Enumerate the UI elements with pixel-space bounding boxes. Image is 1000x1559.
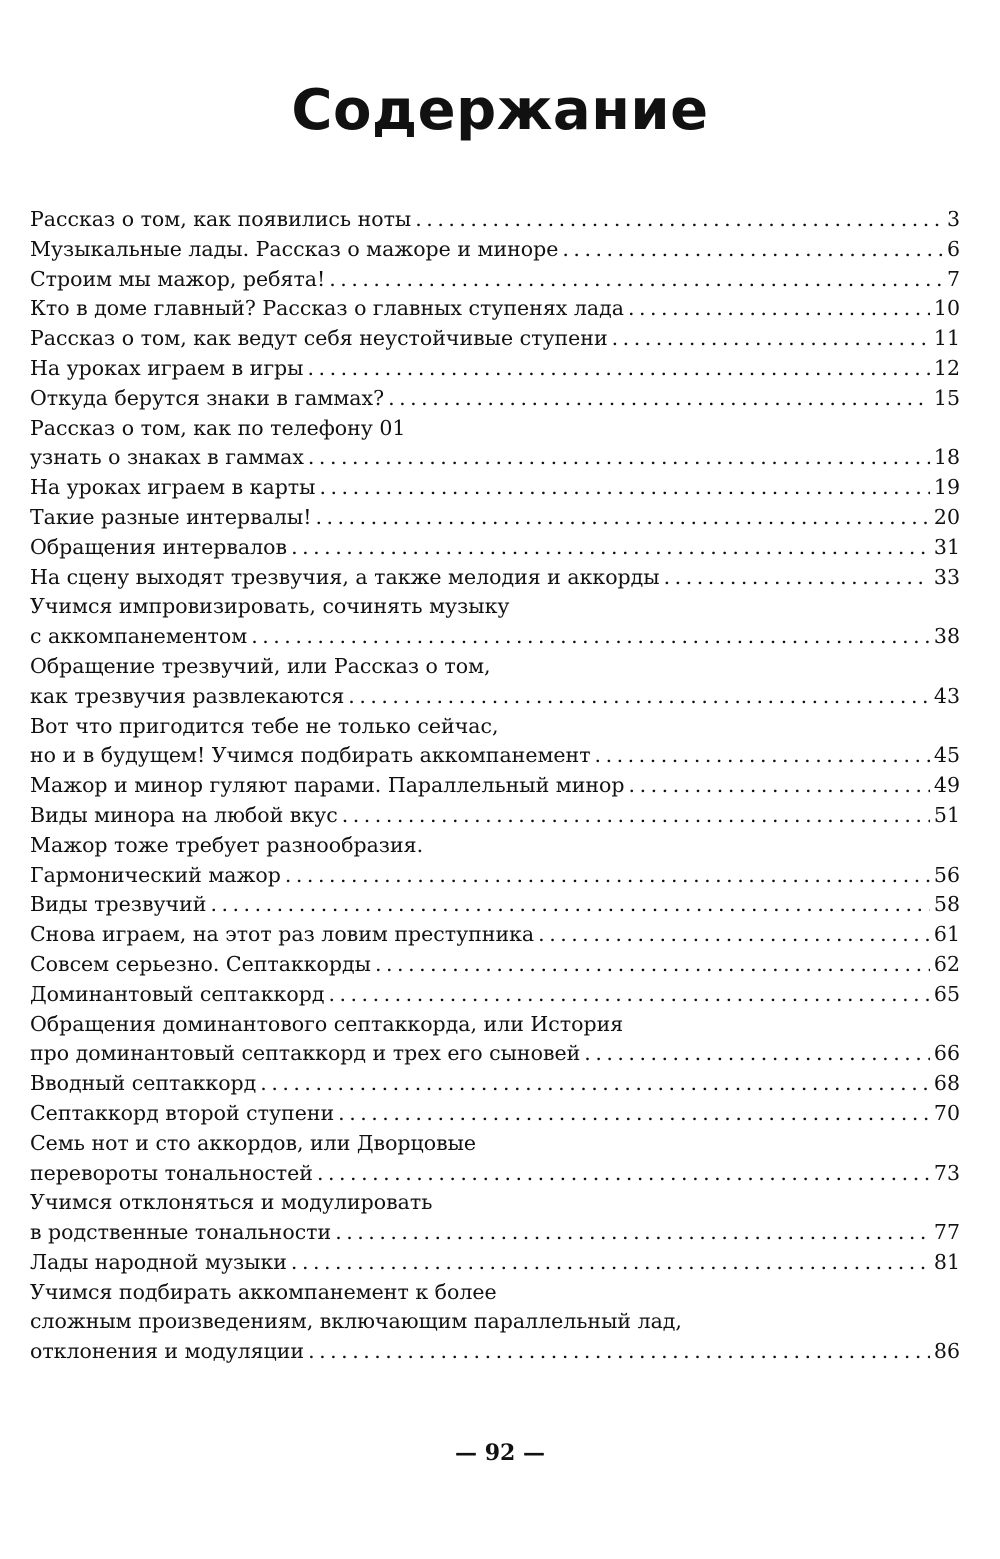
dot-leader	[285, 861, 930, 891]
toc-entry-last-line	[30, 1099, 960, 1129]
toc-entry-text: Доминантовый септаккорд	[30, 981, 325, 1006]
toc-entry-last-line	[30, 920, 960, 950]
toc-entry-line	[30, 1129, 960, 1159]
dot-leader	[612, 324, 930, 354]
toc-entry-last-line	[30, 205, 960, 235]
toc-entry[interactable]	[30, 414, 960, 474]
dot-leader	[308, 1337, 930, 1367]
toc-entry-text: как трезвучия развлекаются	[30, 683, 345, 708]
toc-entry-text: Гармонический мажор	[30, 862, 281, 887]
toc-entry[interactable]	[30, 265, 960, 295]
dot-leader	[291, 533, 930, 563]
toc-entry-text: На уроках играем в карты	[30, 475, 316, 500]
toc-page-number: 45	[933, 743, 960, 768]
toc-entry-last-line	[30, 473, 960, 503]
toc-entry[interactable]	[30, 563, 960, 593]
toc-entry-last-line	[30, 503, 960, 533]
dot-leader	[291, 1248, 930, 1278]
dot-leader	[375, 950, 930, 980]
toc-entry-text: Рассказ о том, как ведут себя неустойчивые ступени	[30, 326, 608, 351]
toc-entry-text: Виды трезвучий	[30, 892, 207, 917]
toc-entry-text: Обращения доминантового септаккорда, или История	[30, 1011, 624, 1036]
toc-page-number: 58	[933, 892, 960, 917]
toc-entry[interactable]	[30, 503, 960, 533]
toc-entry-line	[30, 1188, 960, 1218]
toc-entry-text: с аккомпанементом	[30, 624, 248, 649]
toc-page-number: 81	[933, 1249, 960, 1274]
toc-entry[interactable]	[30, 1248, 960, 1278]
dot-leader	[319, 473, 929, 503]
page-title: Содержание	[291, 78, 709, 143]
dot-leader	[415, 205, 943, 235]
toc-entry-text: Учимся подбирать аккомпанемент к более	[30, 1279, 497, 1304]
toc-entry-last-line	[30, 294, 960, 324]
toc-entry[interactable]	[30, 1129, 960, 1189]
toc-page-number: 10	[933, 296, 960, 321]
toc-entry-last-line	[30, 443, 960, 473]
page-number-footer: — 92 —	[455, 1440, 545, 1466]
toc-entry[interactable]	[30, 950, 960, 980]
toc-entry-text: На сцену выходят трезвучия, а также мелодия и аккорды	[30, 564, 660, 589]
toc-entry[interactable]	[30, 384, 960, 414]
toc-entry-last-line	[30, 1218, 960, 1248]
toc-page-number: 77	[933, 1220, 960, 1245]
toc-entry-text: Рассказ о том, как по телефону 01	[30, 415, 406, 440]
toc-entry-line	[30, 1278, 960, 1308]
toc-entry[interactable]	[30, 235, 960, 265]
toc-entry[interactable]	[30, 1099, 960, 1129]
toc-entry-last-line	[30, 563, 960, 593]
toc-page-number: 62	[933, 951, 960, 976]
toc-entry-text: про доминантовый септаккорд и трех его сыновей	[30, 1041, 581, 1066]
toc-page-number: 11	[933, 326, 960, 351]
dot-leader	[317, 1159, 930, 1189]
dot-leader	[315, 503, 929, 533]
toc-entry[interactable]	[30, 533, 960, 563]
toc-page-number: 3	[946, 207, 960, 231]
toc-page-number: 73	[933, 1160, 960, 1185]
toc-page-number: 31	[933, 534, 960, 559]
toc-entry[interactable]	[30, 920, 960, 950]
toc-entry-text: Семь нот и сто аккордов, или Дворцовые	[30, 1130, 477, 1155]
toc-entry-text: Вот что пригодится тебе не только сейчас,	[30, 713, 499, 738]
toc-page-number: 33	[933, 564, 960, 589]
toc-page-number: 70	[933, 1100, 960, 1125]
toc-entry[interactable]	[30, 1069, 960, 1099]
toc-entry-last-line	[30, 950, 960, 980]
toc-entry-last-line	[30, 890, 960, 920]
toc-entry-last-line	[30, 771, 960, 801]
dot-leader	[328, 980, 929, 1010]
toc-entry-text: сложным произведениям, включающим параллельный лад,	[30, 1309, 682, 1334]
toc-page-number: 43	[933, 683, 960, 708]
dot-leader	[538, 920, 930, 950]
toc-page-number: 49	[933, 773, 960, 798]
toc-page-number: 19	[933, 475, 960, 500]
toc-entry-line	[30, 712, 960, 742]
toc-entry-text: Снова играем, на этот раз ловим преступника	[30, 922, 535, 947]
toc-entry-last-line	[30, 801, 960, 831]
toc-page-number: 20	[933, 504, 960, 529]
toc-entry-text: Откуда берутся знаки в гаммах?	[30, 385, 385, 410]
toc-page-number: 7	[946, 266, 960, 291]
dot-leader	[584, 1039, 930, 1069]
table-of-contents	[30, 205, 960, 1367]
toc-entry[interactable]	[30, 1188, 960, 1248]
toc-entry[interactable]	[30, 831, 960, 891]
toc-entry-last-line	[30, 682, 960, 712]
dot-leader	[595, 741, 930, 771]
toc-entry-last-line	[30, 324, 960, 354]
toc-entry[interactable]	[30, 890, 960, 920]
toc-entry[interactable]	[30, 324, 960, 354]
toc-entry[interactable]	[30, 1010, 960, 1070]
toc-entry-text: Обращения интервалов	[30, 534, 288, 559]
toc-page-number: 56	[933, 862, 960, 887]
toc-entry-text: Музыкальные лады. Рассказ о мажоре и миноре	[30, 236, 559, 261]
dot-leader	[629, 771, 930, 801]
toc-entry-text: узнать о знаках в гаммах	[30, 445, 304, 470]
dot-leader	[388, 384, 930, 414]
toc-page-number: 15	[933, 385, 960, 410]
toc-entry-line	[30, 1307, 960, 1337]
dot-leader	[562, 235, 943, 265]
toc-page-number: 68	[933, 1071, 960, 1096]
dot-leader	[342, 801, 930, 831]
toc-entry-last-line	[30, 533, 960, 563]
toc-entry[interactable]	[30, 771, 960, 801]
toc-page-number: 6	[946, 236, 960, 261]
toc-entry-text: Мажор и минор гуляют парами. Параллельный минор	[30, 773, 625, 798]
toc-entry-line	[30, 592, 960, 622]
toc-entry-last-line	[30, 354, 960, 384]
dot-leader	[348, 682, 930, 712]
toc-entry-last-line	[30, 1069, 960, 1099]
toc-entry[interactable]	[30, 294, 960, 324]
toc-entry-text: Обращение трезвучий, или Рассказ о том,	[30, 653, 491, 678]
toc-entry[interactable]	[30, 473, 960, 503]
toc-entry-text: Такие разные интервалы!	[30, 504, 312, 529]
toc-entry[interactable]	[30, 652, 960, 712]
toc-entry[interactable]	[30, 354, 960, 384]
toc-page-number: 18	[933, 445, 960, 470]
toc-entry-text: Лады народной музыки	[30, 1249, 287, 1274]
toc-entry-text: Учимся импровизировать, сочинять музыку	[30, 594, 510, 619]
toc-entry-line	[30, 1010, 960, 1040]
dot-leader	[260, 1069, 930, 1099]
toc-entry-last-line	[30, 265, 960, 295]
toc-entry-last-line	[30, 1159, 960, 1189]
toc-page-number: 61	[933, 922, 960, 947]
toc-entry-last-line	[30, 861, 960, 891]
toc-entry[interactable]	[30, 592, 960, 652]
toc-page-number: 86	[933, 1339, 960, 1364]
toc-entry-text: Вводный септаккорд	[30, 1071, 257, 1096]
toc-entry-text: Строим мы мажор, ребята!	[30, 266, 326, 291]
toc-entry[interactable]	[30, 1278, 960, 1367]
toc-entry-line	[30, 414, 960, 444]
toc-entry[interactable]	[30, 205, 960, 235]
toc-entry-last-line	[30, 384, 960, 414]
toc-entry-text: отклонения и модуляции	[30, 1339, 305, 1364]
dot-leader	[335, 1218, 930, 1248]
toc-entry-text: перевороты тональностей	[30, 1160, 313, 1185]
toc-entry-last-line	[30, 622, 960, 652]
dot-leader	[664, 563, 930, 593]
toc-entry-text: но и в будущем! Учимся подбирать аккомпанемент	[30, 743, 591, 768]
toc-page-number: 12	[933, 355, 960, 380]
toc-entry[interactable]	[30, 712, 960, 772]
toc-entry-last-line	[30, 741, 960, 771]
dot-leader	[308, 443, 930, 473]
toc-entry-last-line	[30, 1248, 960, 1278]
toc-entry-text: Совсем серьезно. Септаккорды	[30, 951, 371, 976]
toc-entry-line	[30, 831, 960, 861]
toc-entry-text: Виды минора на любой вкус	[30, 802, 338, 827]
toc-entry-last-line	[30, 1337, 960, 1367]
toc-entry-last-line	[30, 1039, 960, 1069]
toc-entry-text: в родственные тональности	[30, 1220, 332, 1245]
toc-entry-text: Септаккорд второй ступени	[30, 1100, 335, 1125]
dot-leader	[628, 294, 930, 324]
toc-entry-text: Учимся отклоняться и модулировать	[30, 1190, 433, 1215]
toc-page-number: 51	[933, 802, 960, 827]
toc-entry-text: Рассказ о том, как появились ноты	[30, 207, 412, 231]
toc-page-number: 66	[933, 1041, 960, 1066]
dot-leader	[210, 890, 929, 920]
toc-page-number: 38	[933, 624, 960, 649]
toc-entry-line	[30, 652, 960, 682]
toc-page-number: 65	[933, 981, 960, 1006]
dot-leader	[338, 1099, 930, 1129]
dot-leader	[329, 265, 943, 295]
toc-entry-last-line	[30, 980, 960, 1010]
toc-entry[interactable]	[30, 801, 960, 831]
dot-leader	[251, 622, 930, 652]
toc-entry-text: На уроках играем в игры	[30, 355, 304, 380]
toc-entry-last-line	[30, 235, 960, 265]
toc-entry[interactable]	[30, 980, 960, 1010]
dot-leader	[308, 354, 930, 384]
toc-entry-text: Мажор тоже требует разнообразия.	[30, 832, 424, 857]
toc-entry-text: Кто в доме главный? Рассказ о главных ступенях лада	[30, 296, 624, 321]
